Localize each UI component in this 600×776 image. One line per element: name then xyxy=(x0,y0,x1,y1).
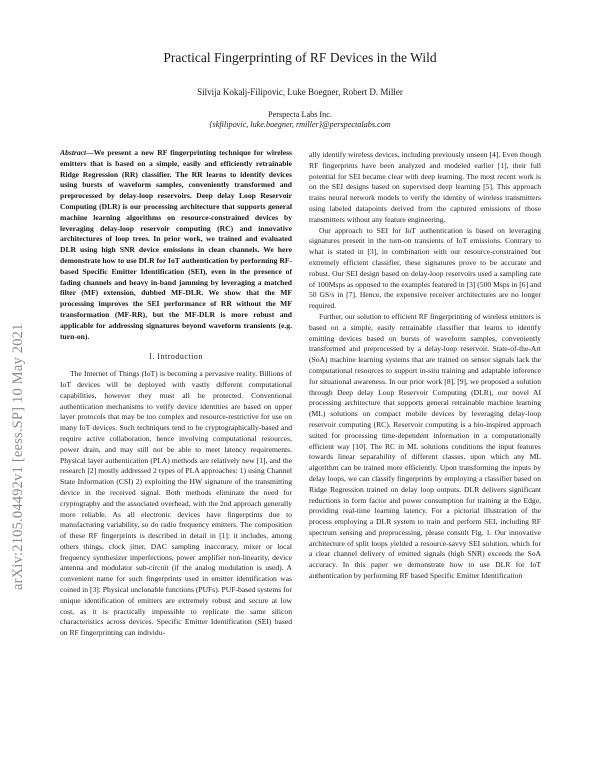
author-list: Silvija Kokalj-Filipovic, Luke Boegner, Robert D. Miller xyxy=(197,87,403,97)
intro-paragraph: The Internet of Things (IoT) is becoming a pervasive reality. Billions of IoT devices will be deployed with vastly different computational capabilities, however they must all be protected. Conventional authentication mechanisms to verify device identities are based on upper layer protocols that may be too complex and resource-restrictive for use on many IoT devices. Such techniques tend to be cryptographically-based and require active collaboration, hence involving computational resources, power drain, and may still not be able to meet latency requirements. Physical layer authentication (PLA) methods are relatively new [1], and the research [2] mostly addressed 2 types of PLA approaches: 1) using Channel State Information (CSI) 2) exploiting the HW signature of the transmitting device in the received signal. Both methods eliminate the need for cryptography and the associated overhead, with the 2nd approach generally more reliable. As all electronic devices have fingerprints due to manufacturing variability, so do radio frequency emitters. The composition of these RF fingerprints is described in detail in [1]: it includes, among others things, clock jitter, DAC sampling inaccuracy, mixer or local frequency synthesizer imperfections, power amplifier non-linearity, device antenna and modulator sub-circuit (if the analog modulation is used). A convenient name for such fingerprints used in emitter identification was coined in [3]: Physical unclonable functions (PUFs). PUF-based systems for unique identification of emitters are extremely robust and secure at low cost, as it is practically impossible to replicate the same silicon characteristics across devices. Specific Emitter Identification (SEI) based on RF fingerprinting can individu- xyxy=(60,369,293,638)
paragraph: Further, our solution to efficient RF fingerprinting of wireless emitters is based on a simple, easily retrainable classifier that learns to identify emitting devices based on bursts of waveform samples, conveniently transformed and preprocessed by a delay-loop reservoir. State-of-the-Art (SoA) machine learning systems that are trained on sensor signals lack the computational resources to support in-situ training and adaptable inference for situational awareness. In our prior work [8], [9], we proposed a solution through Deep delay Loop Reservoir Computing (DLR), our novel AI processing architecture that supports general retrainable machine learning (ML) solutions on compact mobile devices by leveraging delay-loop reservoir computing (RC). Reservoir computing is a bio-inspired approach suited for processing time-dependent information in a computationally efficient way [10]. The RC in ML solutions conditions the input features towards linear separability of different classes, upon which any ML algorithm can be trained more efficiently. Upon transforming the inputs by delay loops, we can classify fingerprints by employing a classifier based on Ridge Regression trained on delay loop outputs. DLR delivers significant reductions in form factor and power consumption for training at the Edge, providing real-time learning latency. For a pictorial illustration of the process employing a DLR system to train and perform SEI, including RF spectrum sensing and preprocessing, please consult Fig. 1. Our innovative architecture of split loops yielded a resource-savvy SEI solution, which for a clear channel delivery of emitted signals (high SNR) exceeds the SoA accuracy. In this paper we demonstrate how to use DLR for IoT authentication by performing RF based Specific Emitter Identification xyxy=(309,311,541,581)
arxiv-side-label: arXiv:2105.04492v1 [eess.SP] 10 May 2021 xyxy=(10,323,26,590)
abstract-lead: Abstract— xyxy=(60,148,94,157)
section-heading: I. Introduction xyxy=(149,352,203,362)
paragraph: ally identify wireless devices, including previously unseen [4]. Even though RF fingerprints have been analyzed and modeled earlier [1], their full potential for SEI became clear with deep learning. The most recent work is on the SEI designs based on supervised deep learning [5]. This approach trains neural network models to verify the identity of wireless transmitters using labeled datapoints derived from the captured emissions of those transmitters without any feature engineering. xyxy=(309,150,541,224)
abstract-body: We present a new RF fingerprinting technique for wireless emitters that is based on a simple, easily and efficiently retrainable Ridge Regression (RR) classifier. The RR learns to identify devices using bursts of waveform samples, conveniently transformed and preprocessed by delay-loop reservoirs. Deep delay Loop Reservoir Computing (DLR) is our processing architecture that supports general machine learning algorithms on resource-constrained devices by leveraging delay-loop reservoir computing (RC) and innovative architectures of loop trees. In prior work, we trained and evaluated DLR using high SNR device emissions in clean channels. We here demonstrate how to use DLR for IoT authentication by performing RF-based Specific Emitter Identification (SEI), even in the presence of fading channels and heavy in-band jamming by leveraging a matched filter (MF) extension, dubbed MF-DLR. We show that the MF processing improves the SEI performance of RR without the MF transformation (MF-RR), but the MF-DLR is more robust and applicable for addressing signatures beyond waveform transients (e.g. turn-on). xyxy=(60,148,292,341)
affiliation-block xyxy=(60,110,540,130)
paper-title: Practical Fingerprinting of RF Devices in the Wild xyxy=(163,50,437,65)
affiliation: Perspecta Labs Inc. xyxy=(268,110,332,119)
abstract xyxy=(60,148,292,342)
right-column xyxy=(309,150,541,582)
author-emails: {skfilipovic, luke.boegner, rmiller}@perspectalabs.com xyxy=(209,120,391,129)
left-column xyxy=(60,148,292,639)
paragraph: Our approach to SEI for IoT authentication is based on leveraging signatures present in the turn-on transients of IoT emissions. Contrary to what is stated in [3], in combination with our resource-constrained but extremely efficient classifier, these signatures prove to be accurate and robust. Our SEI design based on delay-loop reservoirs used a sampling rate of 100Msps as opposed to the examples featured in [3] (500 Msps in [6] and 50 GS/s in [7]. Hence, the expensive receiver architectures are no longer required. xyxy=(309,225,541,311)
